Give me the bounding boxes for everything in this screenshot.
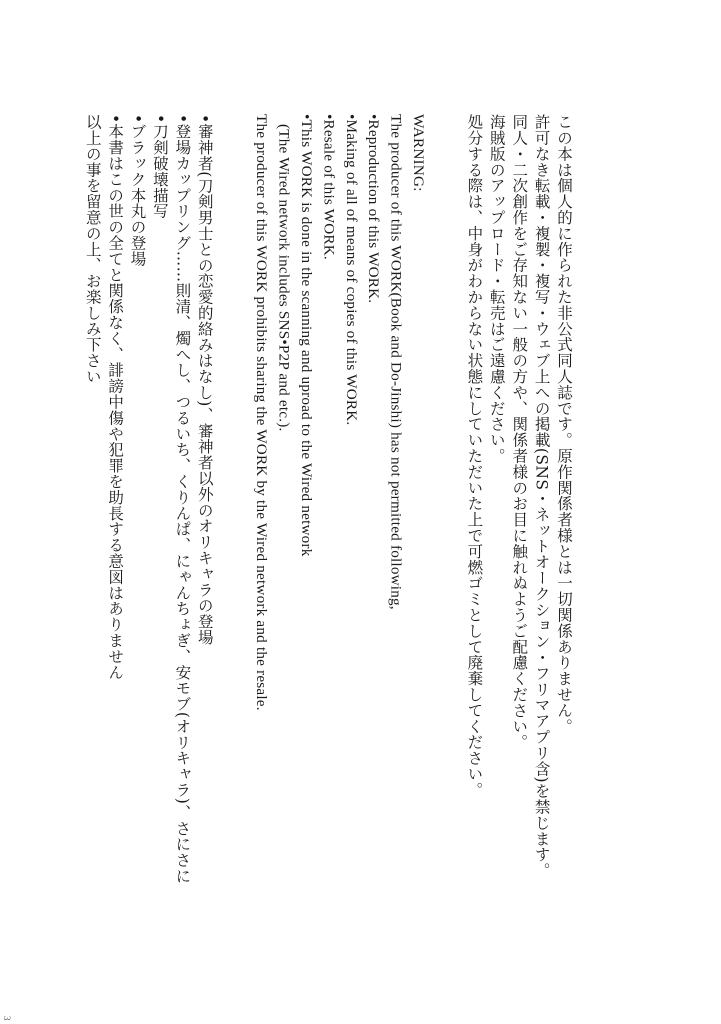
note-line-6: 以上の事を留意の上、お楽しみ下さい bbox=[83, 114, 102, 385]
warning-heading: WARNING: bbox=[409, 114, 427, 192]
warning-line-6: (The Wired network includes SNS•P2P and etc.). bbox=[275, 124, 293, 432]
warning-line-5: •This WORK is done in the scanning and uproad to the Wired network bbox=[297, 114, 315, 557]
warning-line-1: The producer of this WORK(Book and Do-Jinshi) has not permitted following, bbox=[387, 114, 405, 610]
note-line-1: •審神者(刀剣男士との恋愛的絡みはなし)、審神者以外のオリキャラの登場 bbox=[195, 114, 214, 646]
intro-line-5: 処分する際は、中身がわからない状態にしていただいた上で可燃ゴミとして廃棄してください。 bbox=[465, 114, 484, 798]
intro-line-2: 許可なき転載・複製・複写・ウェブ上への掲載(SNS・ネットオークション・フリマアプリ含)を禁じます。 bbox=[532, 114, 551, 879]
note-line-3: •刀剣破壊描写 bbox=[150, 114, 169, 219]
intro-line-1: この本は個人的に作られた非公式同人誌です。原作関係者様とは一切関係ありません。 bbox=[555, 114, 573, 735]
intro-line-3: 同人・二次創作をご存知ない一般の方や、関係者様のお目に触れぬようご配慮ください。 bbox=[510, 114, 529, 750]
page-number: 3 bbox=[2, 1015, 12, 1020]
note-line-5: •本書はこの世の全てと関係なく、誹謗中傷や犯罪を助長する意図はありません bbox=[106, 114, 125, 681]
warning-line-7: The producer of this WORK prohibits sharing the WORK by the Wired network and the resale. bbox=[253, 114, 271, 711]
note-line-2: •登場カップリング……則清、燭へし、つるいち、くりんぱ、にゃんちょぎ、安モブ(オリキャラ)、さにさに bbox=[173, 114, 192, 884]
warning-line-2: •Reproduction of this WORK. bbox=[365, 114, 383, 304]
warning-line-3: •Making of all of means of copies of this WORK. bbox=[342, 114, 360, 426]
note-line-4: •ブラック本丸の登場 bbox=[128, 114, 147, 267]
notice-text-block bbox=[81, 114, 575, 914]
warning-line-4: •Resale of this WORK. bbox=[320, 114, 338, 260]
intro-line-4: 海賊版のアップロード・転売はご遠慮ください。 bbox=[487, 114, 506, 464]
